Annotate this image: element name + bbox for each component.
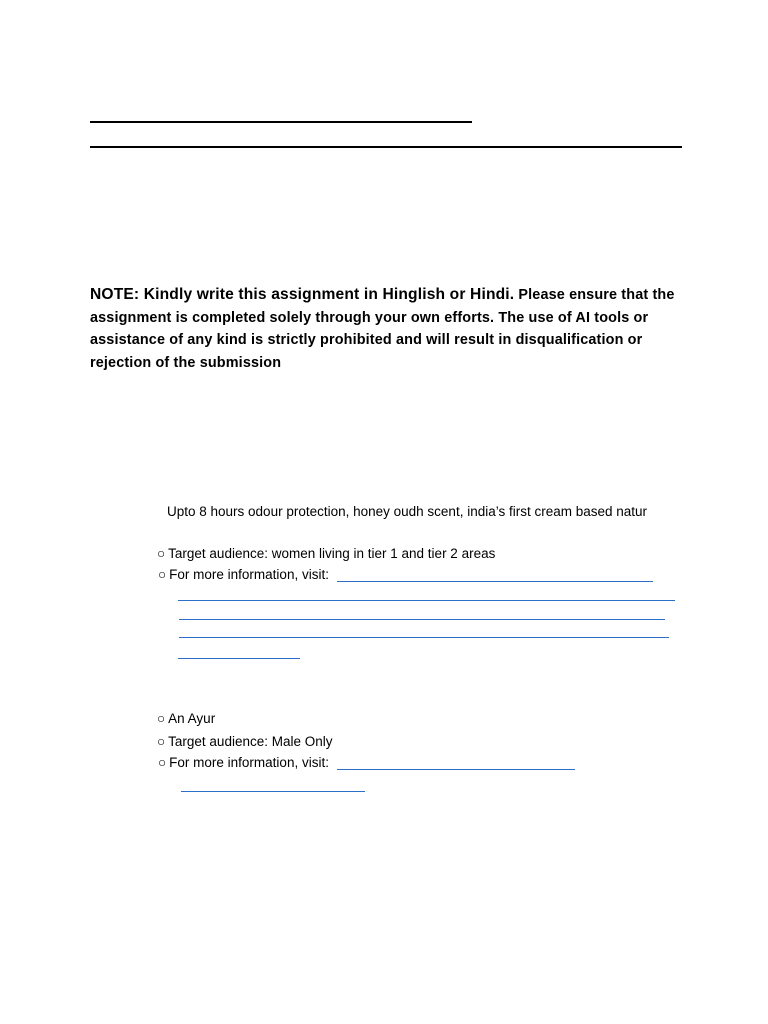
header-rule-short [90,121,472,123]
bullet-icon: ○ [157,734,166,749]
product1-audience-item [157,546,495,562]
bullet-icon: ○ [158,755,167,770]
product1-link-blank-2[interactable] [178,600,675,601]
product1-link-blank-5[interactable] [178,658,300,659]
bullet-icon: ○ [157,711,166,726]
product2-info-label: For more information, visit: [169,755,329,770]
product1-info-label: For more information, visit: [169,567,329,582]
note-body: Please ensure that the assignment is completed solely through your own efforts. The use of AI tools or assistance of any kind is strictly prohibited and will result in disqualification or rejection of the submission [90,287,675,371]
product1-tagline: Upto 8 hours odour protection, honey oudh scent, india’s first cream based natur [167,504,648,519]
product1-link-blank-3[interactable] [179,619,665,620]
note-lead: NOTE: Kindly write this assignment in Hinglish or Hindi. [90,286,515,303]
product2-link-blank-2[interactable] [181,791,365,792]
product1-info-item [158,567,329,583]
product2-name: An Ayur [168,711,216,726]
product2-audience-item [157,734,333,750]
product1-link-blank-1[interactable] [337,581,653,582]
header-rule-long [90,146,682,148]
product1-audience: Target audience: women living in tier 1 and tier 2 areas [168,546,496,561]
product1-link-blank-4[interactable] [179,637,669,638]
bullet-icon: ○ [158,567,167,582]
product2-info-item [158,755,329,771]
bullet-icon: ○ [157,546,166,561]
product2-name-item [157,711,215,727]
assignment-note [90,284,690,374]
product2-link-blank-1[interactable] [337,769,575,770]
product2-audience: Target audience: Male Only [168,734,333,749]
